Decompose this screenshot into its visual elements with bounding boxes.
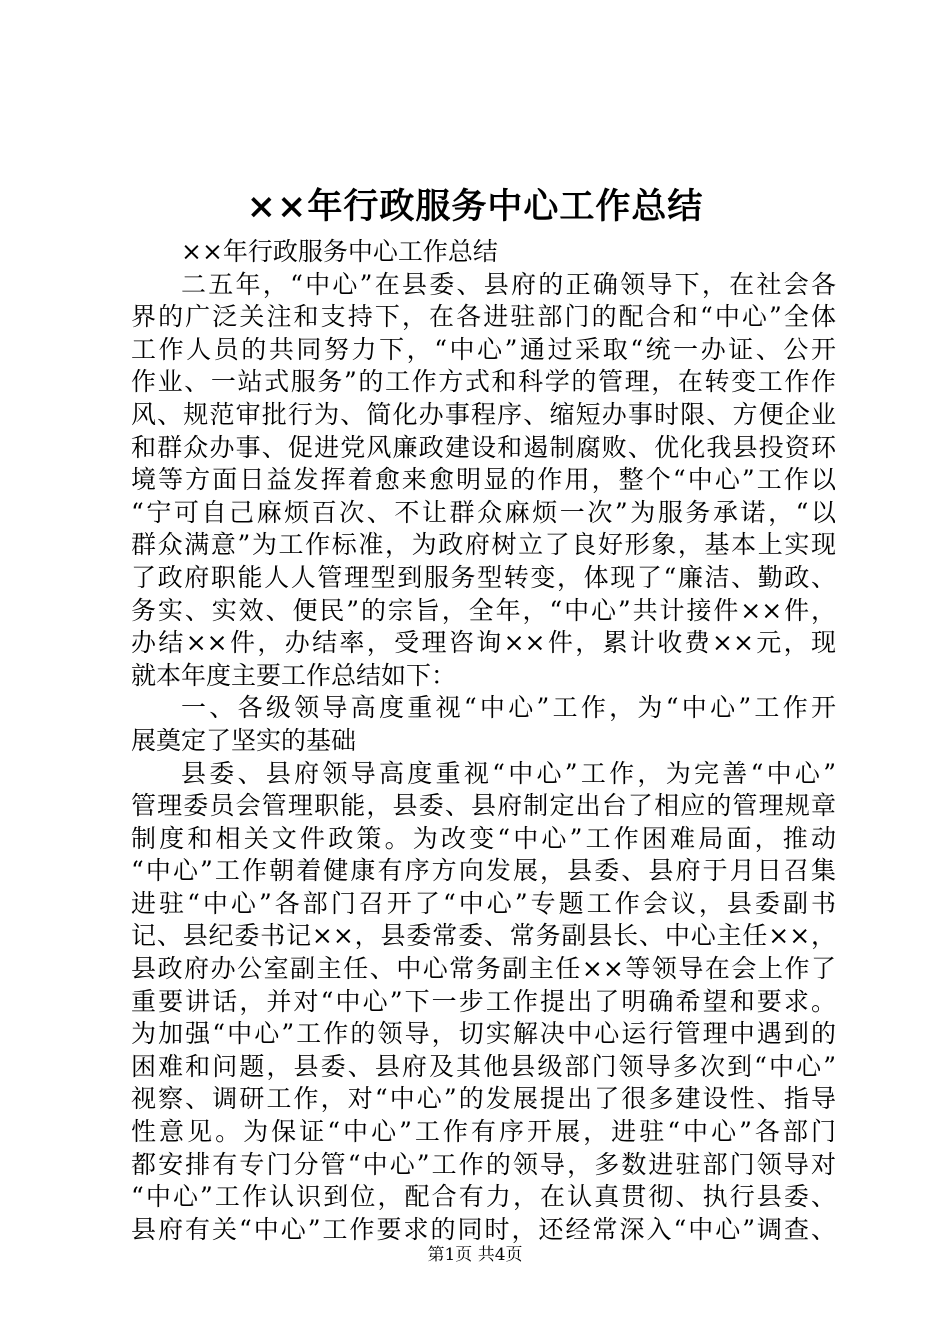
body-line: 制度和相关文件政策。为改变“中心”工作困难局面，推动 [131,823,836,853]
body-line: 性意见。为保证“中心”工作有序开展，进驻“中心”各部门 [131,1117,836,1147]
body-line: 二五年，“中心”在县委、县府的正确领导下，在社会各 [181,269,836,299]
body-line: ××年行政服务中心工作总结 [181,237,498,266]
body-line: 记、县纪委书记××，县委常委、常务副县长、中心主任××， [131,921,836,951]
body-line: 务实、实效、便民”的宗旨，全年，“中心”共计接件××件， [131,595,836,625]
body-line: 重要讲话，并对“中心”下一步工作提出了明确希望和要求。 [131,986,836,1016]
body-line: 困难和问题，县委、县府及其他县级部门领导多次到“中心” [131,1051,836,1081]
body-line: 作业、一站式服务”的工作方式和科学的管理，在转变工作作 [131,367,836,397]
body-line: 视察、调研工作，对“中心”的发展提出了很多建设性、指导 [131,1084,836,1114]
body-line: 工作人员的共同努力下，“中心”通过采取“统一办证、公开 [131,334,836,364]
page-footer: 第1页 共4页 [427,1245,523,1265]
body-line: 和群众办事、促进党风廉政建设和遏制腐败、优化我县投资环 [131,432,836,462]
document-body [131,236,836,1246]
body-line: 县委、县府领导高度重视“中心”工作，为完善“中心” [181,758,836,788]
body-line: 县府有关“中心”工作要求的同时，还经常深入“中心”调查、 [131,1214,836,1244]
body-line: “中心”工作认识到位，配合有力，在认真贯彻、执行县委、 [131,1182,836,1212]
document-title: ××年行政服务中心工作总结 [246,186,704,227]
body-line: 就本年度主要工作总结如下： [131,660,457,690]
body-line: 界的广泛关注和支持下，在各进驻部门的配合和“中心”全体 [131,302,836,332]
body-line: 办结××件，办结率，受理咨询××件，累计收费××元，现 [131,628,836,658]
body-line: 为加强“中心”工作的领导，切实解决中心运行管理中遇到的 [131,1019,836,1049]
body-line: 境等方面日益发挥着愈来愈明显的作用，整个“中心”工作以 [131,465,836,495]
body-line: 展奠定了坚实的基础 [131,725,357,755]
body-line: 县政府办公室副主任、中心常务副主任××等领导在会上作了 [131,954,836,984]
body-line: 一、各级领导高度重视“中心”工作，为“中心”工作开 [181,693,836,723]
body-line: 管理委员会管理职能，县委、县府制定出台了相应的管理规章 [131,791,836,821]
body-line: “宁可自己麻烦百次、不让群众麻烦一次”为服务承诺，“以 [131,497,836,527]
body-line: “中心”工作朝着健康有序方向发展，县委、县府于月日召集 [131,856,836,886]
body-line: 风、规范审批行为、简化办事程序、缩短办事时限、方便企业 [131,399,836,429]
body-line: 都安排有专门分管“中心”工作的领导，多数进驻部门领导对 [131,1149,836,1179]
body-line: 群众满意”为工作标准，为政府树立了良好形象，基本上实现 [131,530,836,560]
body-line: 了政府职能人人管理型到服务型转变，体现了“廉洁、勤政、 [131,562,836,592]
body-line: 进驻“中心”各部门召开了“中心”专题工作会议，县委副书 [131,888,836,918]
